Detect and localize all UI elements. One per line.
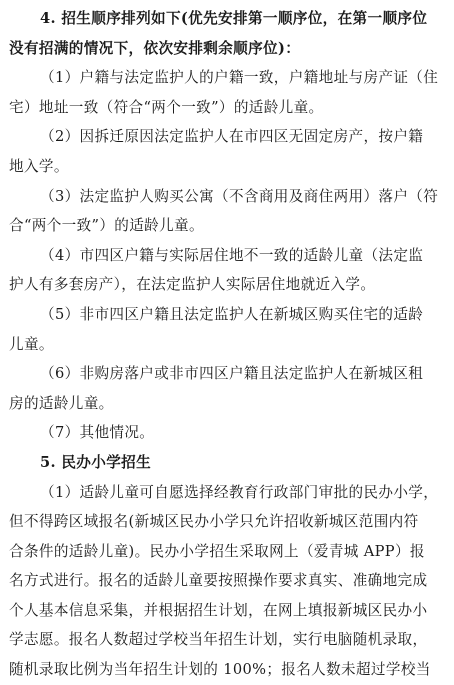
paragraph-line: （1）适龄儿童可自愿选择经教育行政部门审批的民办小学， (40, 483, 439, 501)
paragraph-line: 儿童。 (9, 335, 54, 353)
paragraph-line: 合条件的适龄儿童)。民办小学招生采取网上（爱青城 APP）报 (9, 542, 425, 560)
paragraph-line: 护人有多套房产），在法定监护人实际居住地就近入学。 (9, 276, 376, 294)
paragraph-line: （3）法定监护人购买公寓（不含商用及商住两用）落户（符 (40, 187, 439, 205)
section-heading-line: 没有招满的情况下，依次安排剩余顺序位)： (9, 39, 301, 57)
paragraph-line: 但不得跨区域报名(新城区民办小学只允许招收新城区范围内符 (9, 513, 419, 531)
paragraph-line: 随机录取比例为当年招生计划的 100%；报名人数未超过学校当 (9, 661, 431, 679)
section-heading-line: 4. 招生顺序排列如下(优先安排第一顺序位，在第一顺序位 (40, 10, 428, 27)
paragraph-line: 房的适龄儿童。 (9, 394, 114, 412)
paragraph-line: （1）户籍与法定监护人的户籍一致，户籍地址与房产证（住 (40, 69, 439, 87)
paragraph-line: 地入学。 (9, 157, 69, 175)
paragraph-line: 名方式进行。报名的适龄儿童要按照操作要求真实、准确地完成 (9, 572, 428, 590)
paragraph-line: （2）因拆迁原因法定监护人在市四区无固定房产，按户籍 (40, 128, 424, 146)
section-heading-line: 5. 民办小学招生 (40, 453, 152, 471)
paragraph-line: （6）非购房落户或非市四区户籍且法定监护人在新城区租 (40, 365, 424, 383)
paragraph-line: （5）非市四区户籍且法定监护人在新城区购买住宅的适龄 (40, 305, 424, 323)
paragraph-line: （4）市四区户籍与实际居住地不一致的适龄儿童（法定监 (40, 246, 424, 264)
paragraph-line: 宅）地址一致（符合“两个一致”）的适龄儿童。 (9, 98, 324, 116)
paragraph-line: （7）其他情况。 (40, 424, 155, 442)
paragraph-line: 学志愿。报名人数超过学校当年招生计划，实行电脑随机录取， (9, 631, 428, 649)
paragraph-line: 个人基本信息采集，并根据招生计划，在网上填报新城区民办小 (9, 601, 428, 619)
paragraph-line: 合“两个一致”）的适龄儿童。 (9, 217, 204, 235)
